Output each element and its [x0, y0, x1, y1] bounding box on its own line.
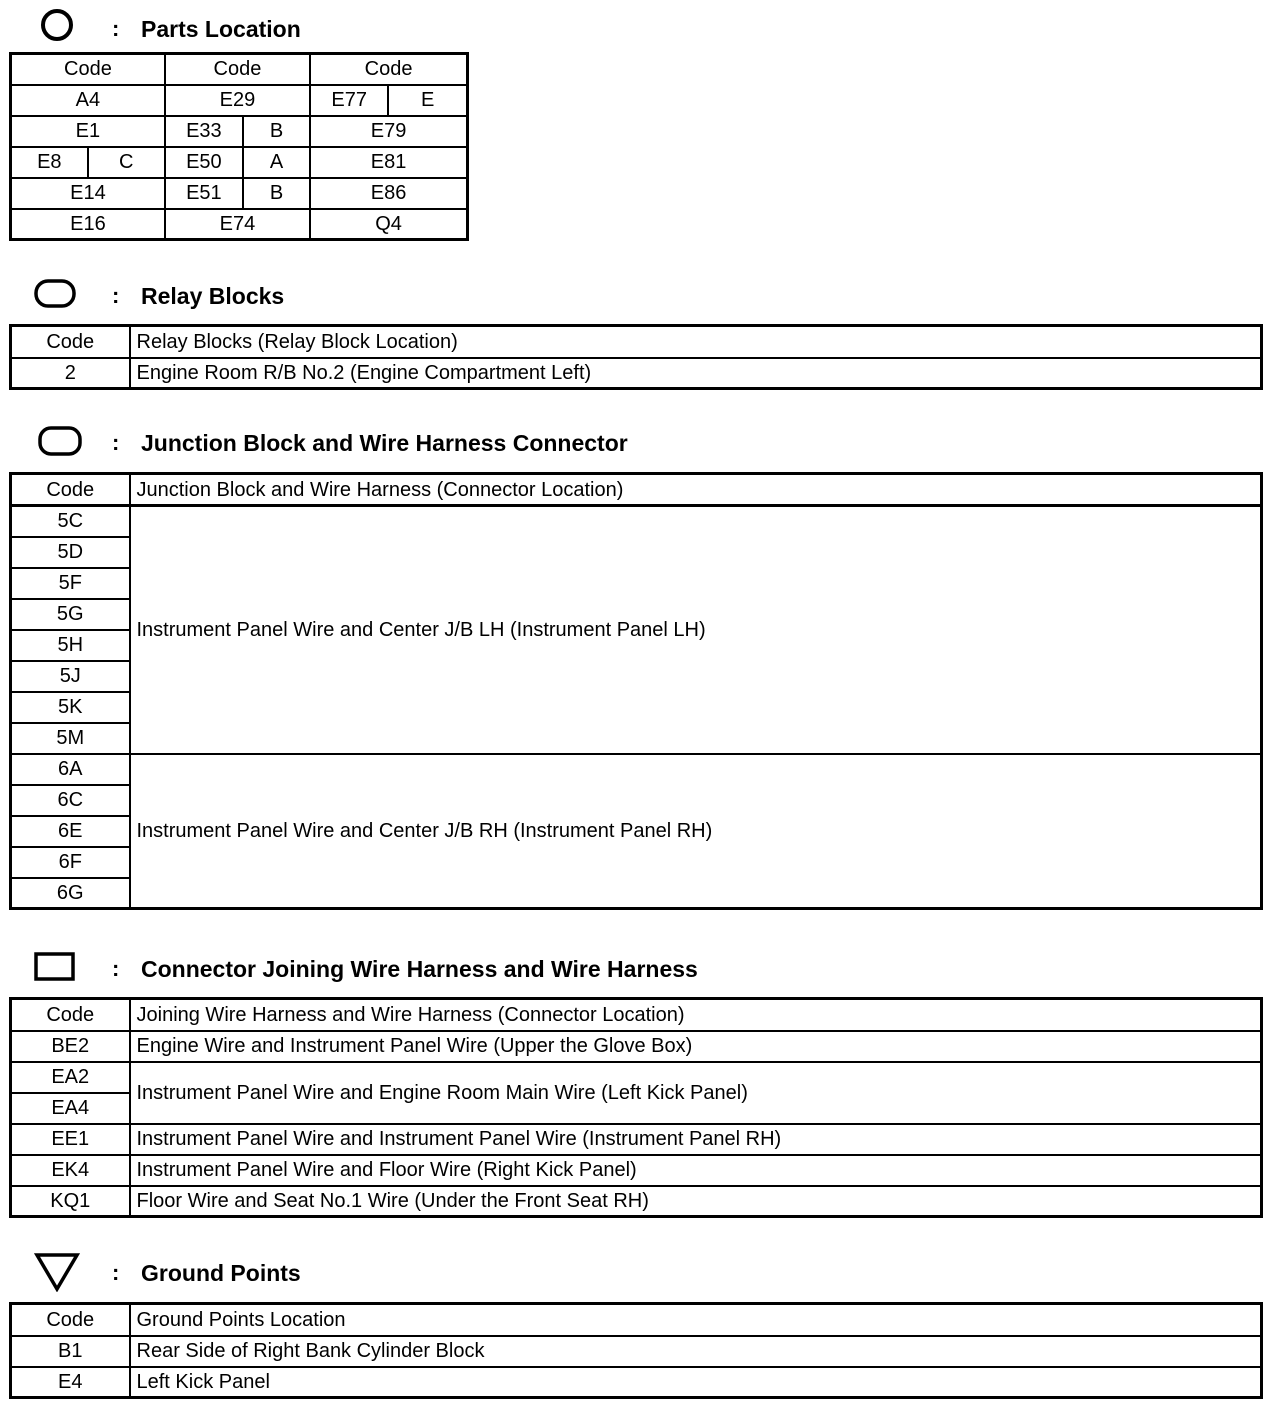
ground-points-title: Ground Points: [141, 1260, 301, 1286]
table-row: [11, 1336, 1262, 1367]
header-cell: Code: [11, 999, 130, 1031]
square-icon: [34, 952, 76, 987]
header-cell: Joining Wire Harness and Wire Harness (Connector Location): [130, 999, 1262, 1031]
code-cell: KQ1: [11, 1186, 130, 1217]
ground-points-table: [9, 1302, 1263, 1399]
code-cell: E74: [165, 209, 310, 240]
desc-cell: Instrument Panel Wire and Engine Room Main Wire (Left Kick Panel): [130, 1062, 1262, 1124]
relay-blocks-title: Relay Blocks: [141, 283, 285, 309]
code-cell: 5F: [11, 568, 130, 599]
sub-code-cell: B: [243, 178, 310, 209]
code-cell: EA2: [11, 1062, 130, 1093]
header-cell: Code: [11, 474, 130, 506]
header-cell: Code: [11, 54, 165, 85]
sub-code-cell: A: [243, 147, 310, 178]
code-cell: E33: [165, 116, 243, 147]
circle-icon: [40, 8, 74, 47]
desc-cell: Instrument Panel Wire and Instrument Panel Wire (Instrument Panel RH): [130, 1124, 1262, 1155]
header-cell: Code: [310, 54, 467, 85]
code-cell: 2: [11, 358, 130, 389]
heading-colon: :: [112, 1260, 120, 1285]
code-cell: 5K: [11, 692, 130, 723]
code-cell: 6A: [11, 754, 130, 785]
triangle-down-icon: [34, 1252, 80, 1297]
desc-cell: Left Kick Panel: [130, 1367, 1262, 1398]
desc-cell: Instrument Panel Wire and Center J/B RH (Instrument Panel RH): [130, 754, 1262, 909]
header-cell: Code: [165, 54, 310, 85]
table-row: [11, 1031, 1262, 1062]
desc-cell: Rear Side of Right Bank Cylinder Block: [130, 1336, 1262, 1367]
table-row: [11, 116, 468, 147]
sub-code-cell: E: [388, 85, 467, 116]
code-cell: E8: [11, 147, 88, 178]
rounded-rect-icon: [38, 426, 84, 463]
table-row: [11, 147, 468, 178]
code-cell: EA4: [11, 1093, 130, 1124]
code-cell: E4: [11, 1367, 130, 1398]
connector-joining-table: [9, 997, 1263, 1218]
code-cell: E51: [165, 178, 243, 209]
junction-block-table: [9, 472, 1263, 910]
table-header-row: [11, 54, 468, 85]
code-cell: Q4: [310, 209, 467, 240]
code-cell: B1: [11, 1336, 130, 1367]
code-cell: 5J: [11, 661, 130, 692]
code-cell: 5M: [11, 723, 130, 754]
parts-location-table: [9, 52, 469, 241]
code-cell: E77: [310, 85, 388, 116]
junction-block-title: Junction Block and Wire Harness Connector: [141, 430, 628, 456]
ground-points-heading: [0, 1252, 900, 1292]
desc-cell: Floor Wire and Seat No.1 Wire (Under the Front Seat RH): [130, 1186, 1262, 1217]
table-row: [11, 506, 1262, 537]
code-cell: 5H: [11, 630, 130, 661]
desc-cell: Instrument Panel Wire and Center J/B LH (Instrument Panel LH): [130, 506, 1262, 754]
table-row: [11, 1186, 1262, 1217]
table-row: [11, 1155, 1262, 1186]
header-cell: Code: [11, 326, 130, 358]
relay-blocks-heading: [0, 275, 900, 315]
code-cell: 5D: [11, 537, 130, 568]
connector-joining-heading: [0, 948, 900, 988]
code-cell: 6G: [11, 878, 130, 909]
code-cell: BE2: [11, 1031, 130, 1062]
code-cell: EE1: [11, 1124, 130, 1155]
code-cell: E1: [11, 116, 165, 147]
header-cell: Relay Blocks (Relay Block Location): [130, 326, 1262, 358]
table-row: [11, 178, 468, 209]
code-cell: 5C: [11, 506, 130, 537]
table-header-row: [11, 474, 1262, 506]
table-header-row: [11, 999, 1262, 1031]
desc-cell: Instrument Panel Wire and Floor Wire (Right Kick Panel): [130, 1155, 1262, 1186]
table-row: [11, 1367, 1262, 1398]
table-header-row: [11, 1304, 1262, 1336]
code-cell: E16: [11, 209, 165, 240]
code-cell: 6C: [11, 785, 130, 816]
heading-colon: :: [112, 956, 120, 981]
desc-cell: Engine Room R/B No.2 (Engine Compartment Left): [130, 358, 1262, 389]
code-cell: E86: [310, 178, 467, 209]
heading-colon: :: [112, 430, 120, 455]
code-cell: A4: [11, 85, 165, 116]
parts-location-heading: [0, 8, 900, 48]
parts-location-title: Parts Location: [141, 16, 301, 42]
sub-code-cell: B: [243, 116, 310, 147]
header-cell: Ground Points Location: [130, 1304, 1262, 1336]
code-cell: 6F: [11, 847, 130, 878]
code-cell: E50: [165, 147, 243, 178]
table-row: [11, 754, 1262, 785]
table-row: [11, 85, 468, 116]
code-cell: E29: [165, 85, 310, 116]
table-header-row: [11, 326, 1262, 358]
heading-colon: :: [112, 283, 120, 308]
table-row: [11, 1062, 1262, 1093]
rounded-oval-icon: [34, 279, 76, 314]
table-row: [11, 358, 1262, 389]
connector-joining-title: Connector Joining Wire Harness and Wire Harness: [141, 956, 698, 982]
relay-blocks-table: [9, 324, 1263, 390]
sub-code-cell: C: [88, 147, 165, 178]
code-cell: EK4: [11, 1155, 130, 1186]
header-cell: Code: [11, 1304, 130, 1336]
heading-colon: :: [112, 16, 120, 41]
table-row: [11, 1124, 1262, 1155]
header-cell: Junction Block and Wire Harness (Connector Location): [130, 474, 1262, 506]
code-cell: E14: [11, 178, 165, 209]
code-cell: 6E: [11, 816, 130, 847]
table-row: [11, 209, 468, 240]
desc-cell: Engine Wire and Instrument Panel Wire (Upper the Glove Box): [130, 1031, 1262, 1062]
junction-block-heading: [0, 422, 900, 462]
code-cell: E79: [310, 116, 467, 147]
code-cell: 5G: [11, 599, 130, 630]
code-cell: E81: [310, 147, 467, 178]
